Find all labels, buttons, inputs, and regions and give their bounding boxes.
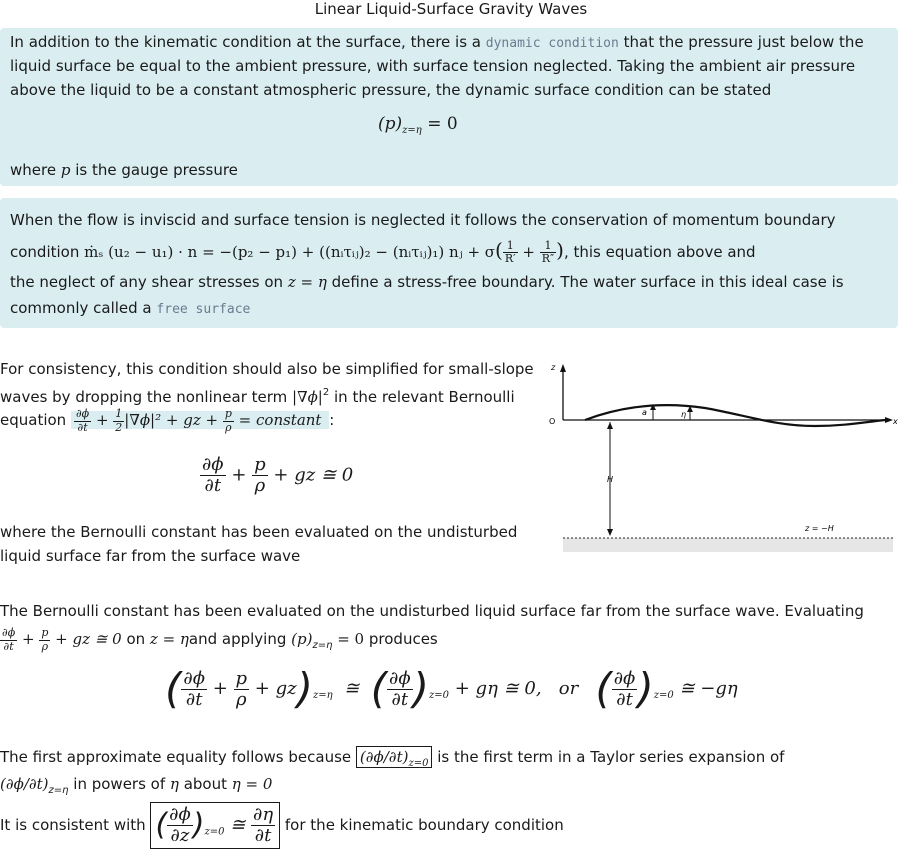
momentum-equation: ṁₛ (u₂ − u₁) · n = −(p₂ − p₁) + ((nᵢτᵢⱼ)₂ − (nᵢτᵢⱼ)₁) nⱼ + σ xyxy=(84,243,496,261)
fig-o-label: O xyxy=(549,417,556,426)
code-free-surface: free surface xyxy=(156,302,251,317)
fig-eta-label: η xyxy=(681,410,687,419)
para1-line4: where the Bernoulli constant has been evaluated on the undisturbed xyxy=(0,523,518,541)
fig-zh-label: z = −H xyxy=(805,524,834,533)
fig-h-label: H xyxy=(607,475,614,484)
para2-line1: The Bernoulli constant has been evaluated on the undisturbed liquid surface far from the surface wave. Evaluating xyxy=(0,602,864,620)
code-dynamic-condition: dynamic condition xyxy=(485,36,619,51)
fig-x-label: x xyxy=(893,417,898,426)
momentum-boundary-box xyxy=(0,198,898,328)
para1-line2: waves by dropping the nonlinear term $|\nabla\phi|^2$ in the relevant Bernoulli xyxy=(0,387,515,406)
para1-line3: equation $\frac{\partial\phi}{\partial t}$ + $\frac{1}{2}$ |∇ϕ|² + gz + $\frac{p}{\rho}$ = constant : xyxy=(0,407,335,434)
pressure-equation: $(p)_{z=\eta} = 0$ xyxy=(378,114,458,136)
box1-line2: liquid surface be equal to the ambient pressure, with surface tension neglected. Taking the ambient air pressure xyxy=(10,57,856,75)
para1-line1: For consistency, this condition should also be simplified for small-slope xyxy=(0,360,534,378)
box1-line3: above the liquid to be a constant atmospheric pressure, the dynamic surface condition can be stated xyxy=(10,81,772,99)
linearized-dynamic-condition: ( $\frac{\partial\phi}{\partial t}$ + $\frac{p}{\rho}$ + $gz)_{z=\eta}$ ≅ ( $\frac{\partial\phi}{\partial t}$ )$_{z=0} + g\eta$ ≅ 0, or ( $\frac{\partial\phi}{\partial t}$ )$_{z=0}$ ≅ −gη xyxy=(165,664,738,713)
linear-bernoulli-equation: $\frac{\partial\phi}{\partial t}$ + $\frac{p}{\rho}$ + gz ≅ 0 xyxy=(202,454,354,496)
dynamic-condition-box xyxy=(0,28,898,186)
para3-line1: The first approximate equality follows because $(\partial\phi/\partial t)_{z=0}$ is the first term in a Taylor series expansion of xyxy=(0,748,785,769)
para1-line5: liquid surface far from the surface wave xyxy=(0,547,301,565)
box2-line3: the neglect of any shear stresses on z = η define a stress-free boundary. The water surface in this ideal case is xyxy=(10,273,844,291)
fig-z-label: z xyxy=(551,363,556,372)
box2-line4: commonly called a free surface xyxy=(10,299,251,317)
box1-line4: where p is the gauge pressure xyxy=(10,161,238,179)
wave-surface xyxy=(585,405,885,426)
wave-diagram xyxy=(545,360,900,560)
kinematic-condition-box: ( $\frac{\partial\phi}{\partial z}$ )$_{z=0}$ ≅ $\frac{\partial\eta}{\partial t}$ xyxy=(150,802,280,849)
box1-line1: In addition to the kinematic condition at the surface, there is a dynamic condition that the pressure just below the xyxy=(10,33,864,51)
box2-line1: When the flow is inviscid and surface tension is neglected it follows the conservation of momentum boundary xyxy=(10,211,836,229)
bernoulli-equation: $\frac{\partial\phi}{\partial t}$ + $\frac{1}{2}$ |∇ϕ|² + gz + $\frac{p}{\rho}$ = constant xyxy=(71,411,329,429)
para2-line2: $\frac{\partial\phi}{\partial t}$ + $\frac{p}{\rho}$ + gz ≅ 0 on z = ηand applying $(p)_{z=\eta} = 0$ produces xyxy=(2,626,438,653)
para3-line2: $(\partial\phi/\partial t)_{z=\eta}$ in powers of η about η = 0 xyxy=(0,775,273,796)
taylor-term-box: $(\partial\phi/\partial t)_{z=0}$ xyxy=(356,746,433,768)
box2-line2: condition ṁₛ (u₂ − u₁) · n = −(p₂ − p₁) + ((nᵢτᵢⱼ)₂ − (nᵢτᵢⱼ)₁) nⱼ + σ( $\frac{1}{R'}$ + $\frac{1}{R''}$ ), this equation above and xyxy=(10,238,756,265)
page-title: Linear Liquid-Surface Gravity Waves xyxy=(314,0,588,18)
para3-line3: It is consistent with ( $\frac{\partial\phi}{\partial z}$ )$_{z=0}$ ≅ $\frac{\partial\eta}{\partial t}$ for the kinematic boundary condition xyxy=(0,796,564,854)
sea-bed xyxy=(563,538,893,552)
fig-a-label: a xyxy=(642,408,647,417)
